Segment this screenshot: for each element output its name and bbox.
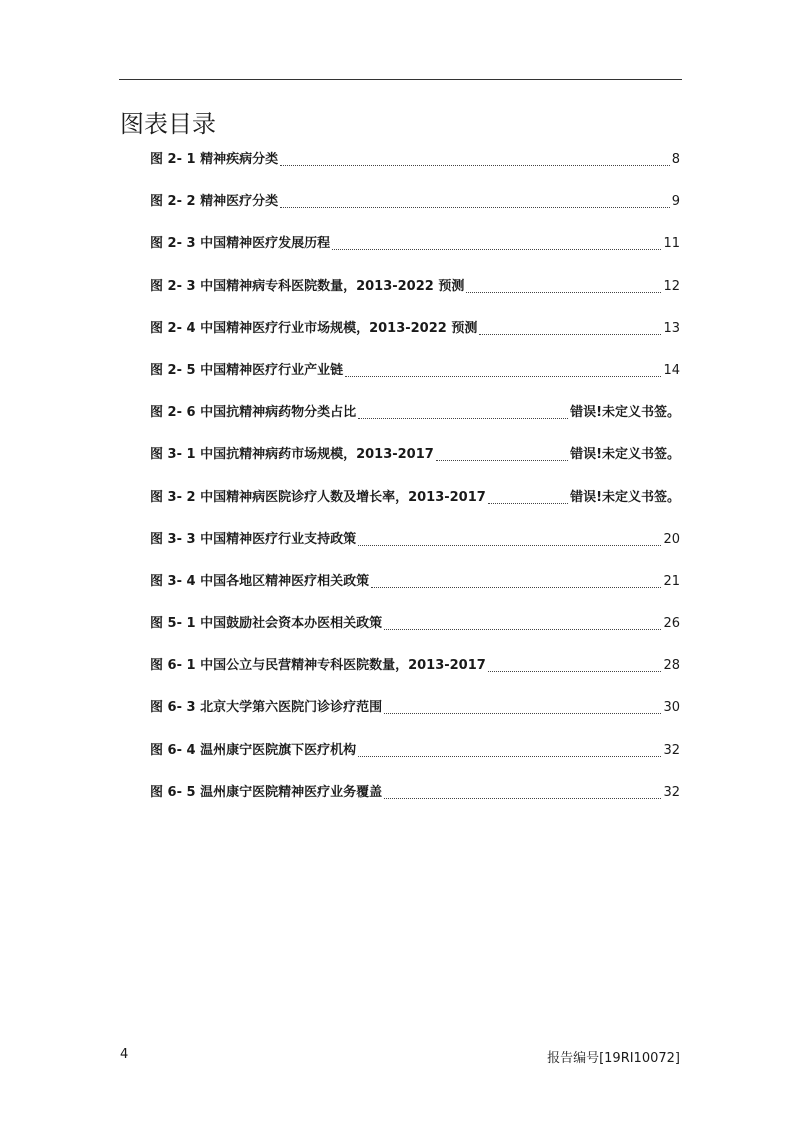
- toc-entry[interactable]: [150, 362, 680, 404]
- toc-dot-leader: [384, 784, 661, 799]
- toc-entry-page: 32: [663, 784, 680, 800]
- toc-dot-leader: [358, 742, 661, 757]
- toc-entry-label: 图 2- 3 中国精神病专科医院数量，2013-2022 预测: [150, 278, 465, 294]
- toc-dot-leader: [358, 404, 568, 419]
- toc-dot-leader: [436, 446, 568, 461]
- toc-dot-leader: [280, 193, 670, 208]
- figure-toc-list: [150, 151, 680, 826]
- toc-dot-leader: [371, 573, 661, 588]
- toc-entry[interactable]: [150, 531, 680, 573]
- toc-entry[interactable]: [150, 657, 680, 699]
- toc-dot-leader: [332, 235, 661, 250]
- header-rule: [119, 79, 682, 80]
- toc-entry-label: 图 2- 5 中国精神医疗行业产业链: [150, 362, 344, 378]
- toc-entry-label: 图 3- 4 中国各地区精神医疗相关政策: [150, 573, 370, 589]
- toc-entry[interactable]: [150, 151, 680, 193]
- toc-dot-leader: [280, 151, 670, 166]
- toc-entry-page: 30: [663, 700, 680, 716]
- toc-entry[interactable]: [150, 446, 680, 488]
- toc-entry[interactable]: [150, 320, 680, 362]
- toc-entry-page: 11: [663, 236, 680, 252]
- toc-entry-page: 错误!未定义书签。: [570, 447, 680, 463]
- toc-entry-label: 图 5- 1 中国鼓励社会资本办医相关政策: [150, 616, 383, 632]
- toc-entry[interactable]: [150, 615, 680, 657]
- toc-dot-leader: [479, 320, 661, 335]
- toc-entry-label: 图 6- 5 温州康宁医院精神医疗业务覆盖: [150, 784, 383, 800]
- footer-page-number: 4: [120, 1047, 129, 1062]
- toc-entry[interactable]: [150, 784, 680, 826]
- toc-entry-label: 图 2- 2 精神医疗分类: [150, 194, 279, 210]
- footer-report-code: 报告编号[19RI10072]: [547, 1051, 680, 1066]
- toc-entry-page: 14: [663, 362, 680, 378]
- toc-entry[interactable]: [150, 404, 680, 446]
- toc-entry-page: 21: [663, 573, 680, 589]
- toc-entry[interactable]: [150, 573, 680, 615]
- toc-entry-label: 图 2- 6 中国抗精神病药物分类占比: [150, 405, 357, 421]
- toc-entry-page: 28: [663, 658, 680, 674]
- toc-entry-page: 9: [671, 194, 680, 210]
- toc-entry-page: 8: [671, 152, 680, 167]
- toc-title: 图表目录: [120, 110, 216, 138]
- toc-entry[interactable]: [150, 235, 680, 277]
- toc-entry-label: 图 2- 3 中国精神医疗发展历程: [150, 236, 331, 252]
- toc-entry-page: 20: [663, 531, 680, 547]
- toc-entry-label: 图 3- 3 中国精神医疗行业支持政策: [150, 531, 357, 547]
- toc-entry-label: 图 3- 1 中国抗精神病药市场规模，2013-2017: [150, 447, 434, 463]
- toc-entry-page: 13: [663, 320, 680, 336]
- toc-entry-page: 26: [663, 616, 680, 632]
- toc-dot-leader: [345, 362, 661, 377]
- toc-dot-leader: [488, 489, 568, 504]
- toc-dot-leader: [384, 699, 661, 714]
- toc-dot-leader: [488, 657, 662, 672]
- toc-entry-label: 图 6- 4 温州康宁医院旗下医疗机构: [150, 742, 357, 758]
- toc-entry-page: 错误!未定义书签。: [570, 489, 680, 505]
- toc-entry[interactable]: [150, 699, 680, 741]
- toc-entry[interactable]: [150, 742, 680, 784]
- toc-entry-label: 图 3- 2 中国精神病医院诊疗人数及增长率，2013-2017: [150, 489, 486, 505]
- toc-entry-label: 图 6- 3 北京大学第六医院门诊诊疗范围: [150, 700, 383, 716]
- toc-entry-page: 错误!未定义书签。: [570, 405, 680, 421]
- toc-entry-page: 32: [663, 742, 680, 758]
- toc-entry-label: 图 6- 1 中国公立与民营精神专科医院数量，2013-2017: [150, 658, 486, 674]
- toc-dot-leader: [384, 615, 661, 630]
- toc-entry[interactable]: [150, 193, 680, 235]
- toc-entry-label: 图 2- 1 精神疾病分类: [150, 152, 279, 167]
- toc-entry[interactable]: [150, 278, 680, 320]
- toc-entry[interactable]: [150, 489, 680, 531]
- toc-dot-leader: [358, 531, 661, 546]
- toc-dot-leader: [466, 278, 661, 293]
- toc-entry-page: 12: [663, 278, 680, 294]
- toc-entry-label: 图 2- 4 中国精神医疗行业市场规模，2013-2022 预测: [150, 320, 478, 336]
